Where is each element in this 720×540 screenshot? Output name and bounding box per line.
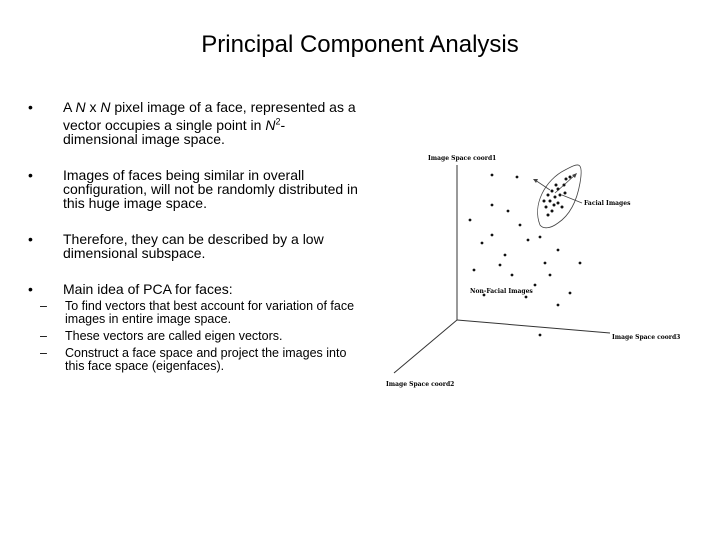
bullet-list [28, 100, 358, 375]
nonfacial-label: Non-Facial Images [470, 288, 533, 295]
subbullet-1-text: To find vectors that best account for variation of face images in entire image space. [65, 298, 355, 326]
eigen-arrow-1-head [533, 179, 538, 183]
axis3-label: Image Space coord3 [612, 334, 681, 341]
subbullet-3-text: Construct a face space and project the images into this face space (eigenfaces). [65, 345, 347, 373]
bullet-glyph: • [28, 280, 33, 297]
dash-glyph: – [40, 298, 47, 313]
eigen-arrow-1 [535, 180, 550, 190]
slide-title: Principal Component Analysis [201, 31, 519, 58]
nonfacial-points [469, 174, 582, 337]
facial-pointer [562, 195, 582, 203]
axis-coord2 [394, 320, 457, 373]
dash-glyph: – [40, 328, 47, 343]
dash-glyph: – [40, 345, 47, 360]
subbullet-3 [33, 347, 358, 373]
bullet-3-text: Therefore, they can be described by a low dimensional subspace. [63, 230, 324, 261]
subbullet-2 [33, 330, 358, 343]
facial-label: Facial Images [584, 200, 631, 207]
bullet-4 [28, 282, 358, 296]
bullet-2-text: Images of faces being similar in overall configuration, will not be randomly distributed in this huge image space. [63, 166, 358, 211]
image-space-figure [380, 145, 690, 395]
axis-coord3 [457, 320, 610, 333]
axis2-label: Image Space coord2 [386, 381, 455, 388]
subbullet-1 [33, 300, 358, 326]
subbullet-2-text: These vectors are called eigen vectors. [65, 328, 283, 343]
bullet-glyph: • [28, 230, 33, 247]
axis1-label: Image Space coord1 [428, 155, 497, 162]
bullet-glyph: • [28, 99, 33, 115]
bullet-1 [28, 100, 358, 146]
bullet-4-text: Main idea of PCA for faces: [63, 280, 233, 297]
bullet-1-text: A N x N pixel image of a face, represented as a vector occupies a single point in $N^2$-dimensional image space. [63, 99, 356, 147]
bullet-2 [28, 168, 358, 210]
bullet-3 [28, 232, 358, 260]
bullet-glyph: • [28, 166, 33, 183]
